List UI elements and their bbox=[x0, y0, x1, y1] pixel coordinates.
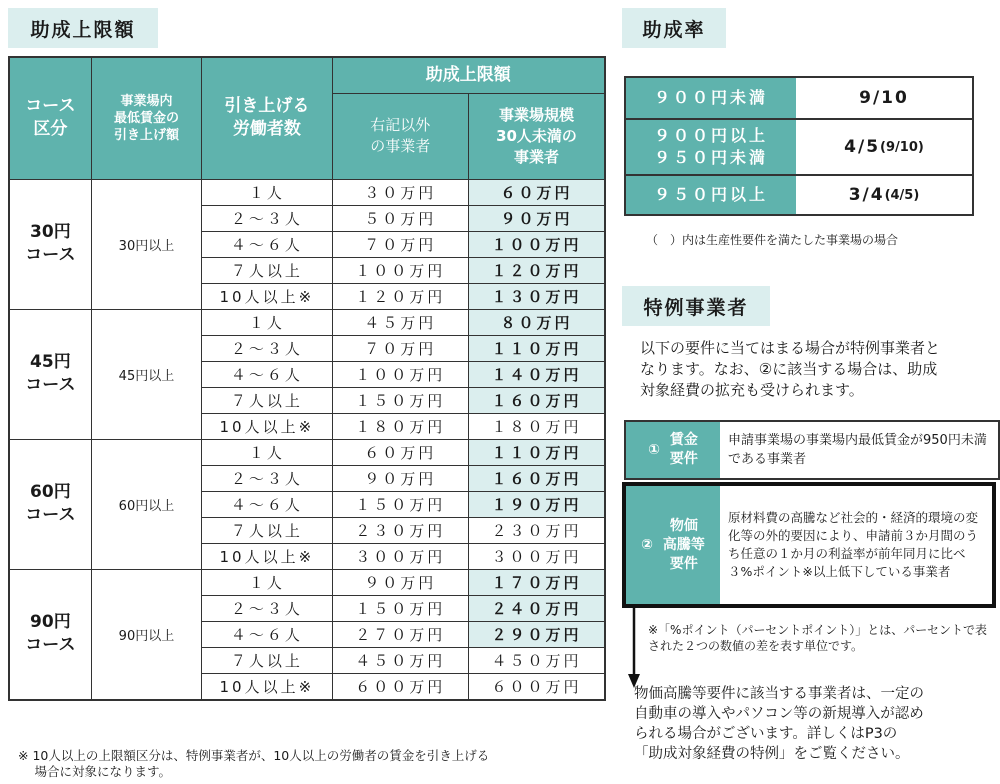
header-course: コース 区分 bbox=[9, 57, 91, 179]
rate-row bbox=[626, 176, 972, 214]
small-amount-cell: １９０万円 bbox=[469, 491, 605, 517]
small-amount-cell: ４５０万円 bbox=[469, 647, 605, 673]
small-amount-cell: １１０万円 bbox=[469, 335, 605, 361]
rate-row bbox=[626, 120, 972, 176]
other-amount-cell: ７０万円 bbox=[332, 231, 468, 257]
other-amount-cell: １５０万円 bbox=[332, 491, 468, 517]
course-cell: 90円 コース bbox=[9, 569, 91, 700]
special-title: 特例事業者 bbox=[622, 286, 770, 326]
worker-count-cell: 10人以上※ bbox=[202, 413, 332, 439]
worker-count-cell: １人 bbox=[202, 179, 332, 205]
other-amount-cell: ４５０万円 bbox=[332, 647, 468, 673]
worker-count-cell: ７人以上 bbox=[202, 257, 332, 283]
course-cell: 30円 コース bbox=[9, 179, 91, 309]
small-amount-cell: １１０万円 bbox=[469, 439, 605, 465]
rate-value: 3/4 (4/5) bbox=[848, 185, 920, 205]
requirement-label: ① 賃金 要件 bbox=[626, 422, 720, 478]
small-amount-cell: １６０万円 bbox=[469, 465, 605, 491]
worker-count-cell: 10人以上※ bbox=[202, 283, 332, 309]
header-workers: 引き上げる 労働者数 bbox=[202, 57, 332, 179]
down-arrow-icon bbox=[626, 608, 642, 690]
requirement-text: 原材料費の高騰など社会的・経済的環境の変化等の外的要因により、申請前３か月間のうち任意の１か月の利益率が前年同月に比べ３%ポイント※以上低下している事業者 bbox=[728, 510, 979, 579]
other-amount-cell: ２７０万円 bbox=[332, 621, 468, 647]
other-amount-cell: １２０万円 bbox=[332, 283, 468, 309]
small-amount-cell: ６００万円 bbox=[469, 673, 605, 700]
requirement-text: 申請事業場の事業場内最低賃金が950円未満である事業者 bbox=[728, 433, 987, 467]
worker-count-cell: ７人以上 bbox=[202, 517, 332, 543]
rate-value: 9/10 bbox=[859, 88, 909, 108]
min-wage-cell: 60円以上 bbox=[91, 439, 201, 569]
other-amount-cell: ６００万円 bbox=[332, 673, 468, 700]
rate-label: ９５０円以上 bbox=[626, 176, 796, 214]
worker-count-cell: ４～６人 bbox=[202, 621, 332, 647]
other-amount-cell: １００万円 bbox=[332, 257, 468, 283]
other-amount-cell: １５０万円 bbox=[332, 595, 468, 621]
worker-count-cell: ２～３人 bbox=[202, 205, 332, 231]
requirement-price bbox=[622, 482, 996, 608]
other-amount-cell: ６０万円 bbox=[332, 439, 468, 465]
small-amount-cell: ２３０万円 bbox=[469, 517, 605, 543]
other-amount-cell: ９０万円 bbox=[332, 569, 468, 595]
course-cell: 60円 コース bbox=[9, 439, 91, 569]
worker-count-cell: １人 bbox=[202, 439, 332, 465]
other-amount-cell: １５０万円 bbox=[332, 387, 468, 413]
worker-count-cell: ４～６人 bbox=[202, 361, 332, 387]
other-amount-cell: ２３０万円 bbox=[332, 517, 468, 543]
requirement-label: ② 物価 高騰等 要件 bbox=[626, 486, 720, 604]
min-wage-cell: 30円以上 bbox=[91, 179, 201, 309]
small-amount-cell: １２０万円 bbox=[469, 257, 605, 283]
min-wage-cell: 45円以上 bbox=[91, 309, 201, 439]
other-amount-cell: ５０万円 bbox=[332, 205, 468, 231]
worker-count-cell: ４～６人 bbox=[202, 231, 332, 257]
header-small: 事業場規模 30人未満の 事業者 bbox=[469, 93, 605, 179]
small-amount-cell: １３０万円 bbox=[469, 283, 605, 309]
table-row bbox=[9, 179, 605, 205]
worker-count-cell: 10人以上※ bbox=[202, 673, 332, 700]
small-amount-cell: ２９０万円 bbox=[469, 621, 605, 647]
table-row bbox=[9, 439, 605, 465]
special-intro: 以下の要件に当てはまる場合が特例事業者と なります。なお、②に該当する場合は、助成 対象経費の拡充も受けられます。 bbox=[640, 339, 941, 399]
subsidy-limit-table bbox=[8, 56, 606, 701]
rate-title: 助成率 bbox=[622, 8, 726, 48]
course-cell: 45円 コース bbox=[9, 309, 91, 439]
other-amount-cell: １００万円 bbox=[332, 361, 468, 387]
other-amount-cell: ３０万円 bbox=[332, 179, 468, 205]
worker-count-cell: ２～３人 bbox=[202, 465, 332, 491]
worker-count-cell: ２～３人 bbox=[202, 595, 332, 621]
min-wage-cell: 90円以上 bbox=[91, 569, 201, 700]
small-amount-cell: ９０万円 bbox=[469, 205, 605, 231]
rate-value: 4/5 (9/10) bbox=[844, 137, 924, 157]
other-amount-cell: ７０万円 bbox=[332, 335, 468, 361]
small-amount-cell: １８０万円 bbox=[469, 413, 605, 439]
small-amount-cell: ８０万円 bbox=[469, 309, 605, 335]
small-amount-cell: ６０万円 bbox=[469, 179, 605, 205]
small-amount-cell: １４０万円 bbox=[469, 361, 605, 387]
rate-label: ９００円未満 bbox=[626, 78, 796, 118]
small-amount-cell: ２４０万円 bbox=[469, 595, 605, 621]
rate-table bbox=[624, 76, 974, 216]
worker-count-cell: ４～６人 bbox=[202, 491, 332, 517]
header-min-wage: 事業場内 最低賃金の 引き上げ額 bbox=[91, 57, 201, 179]
limit-title: 助成上限額 bbox=[8, 8, 158, 48]
small-amount-cell: １００万円 bbox=[469, 231, 605, 257]
table-row bbox=[9, 569, 605, 595]
rate-row bbox=[626, 78, 972, 120]
requirement-note: ※「%ポイント（パーセントポイント）」とは、パーセントで表された２つの数値の差を表す単位です。 bbox=[648, 623, 987, 653]
header-other: 右記以外 の事業者 bbox=[332, 93, 468, 179]
other-amount-cell: ４５万円 bbox=[332, 309, 468, 335]
table-footnote: ※ 10人以上の上限額区分は、特例事業者が、10人以上の労働者の賃金を引き上げる 場合に対象になります。 bbox=[18, 748, 490, 779]
requirement-wage bbox=[624, 420, 1000, 480]
rate-label: ９００円以上 ９５０円未満 bbox=[626, 120, 796, 174]
worker-count-cell: 10人以上※ bbox=[202, 543, 332, 569]
worker-count-cell: １人 bbox=[202, 569, 332, 595]
bottom-text: 物価高騰等要件に該当する事業者は、一定の 自動車の導入やパソコン等の新規導入が認め られる場合がございます。詳しくはP3の 「助成対象経費の特例」をご覧ください。 bbox=[634, 686, 924, 762]
worker-count-cell: ２～３人 bbox=[202, 335, 332, 361]
small-amount-cell: １６０万円 bbox=[469, 387, 605, 413]
rate-note: （ ）内は生産性要件を満たした事業場の場合 bbox=[646, 233, 899, 247]
small-amount-cell: ３００万円 bbox=[469, 543, 605, 569]
other-amount-cell: ９０万円 bbox=[332, 465, 468, 491]
other-amount-cell: １８０万円 bbox=[332, 413, 468, 439]
worker-count-cell: ７人以上 bbox=[202, 387, 332, 413]
other-amount-cell: ３００万円 bbox=[332, 543, 468, 569]
small-amount-cell: １７０万円 bbox=[469, 569, 605, 595]
worker-count-cell: １人 bbox=[202, 309, 332, 335]
header-limit: 助成上限額 bbox=[332, 57, 605, 93]
table-row bbox=[9, 309, 605, 335]
worker-count-cell: ７人以上 bbox=[202, 647, 332, 673]
